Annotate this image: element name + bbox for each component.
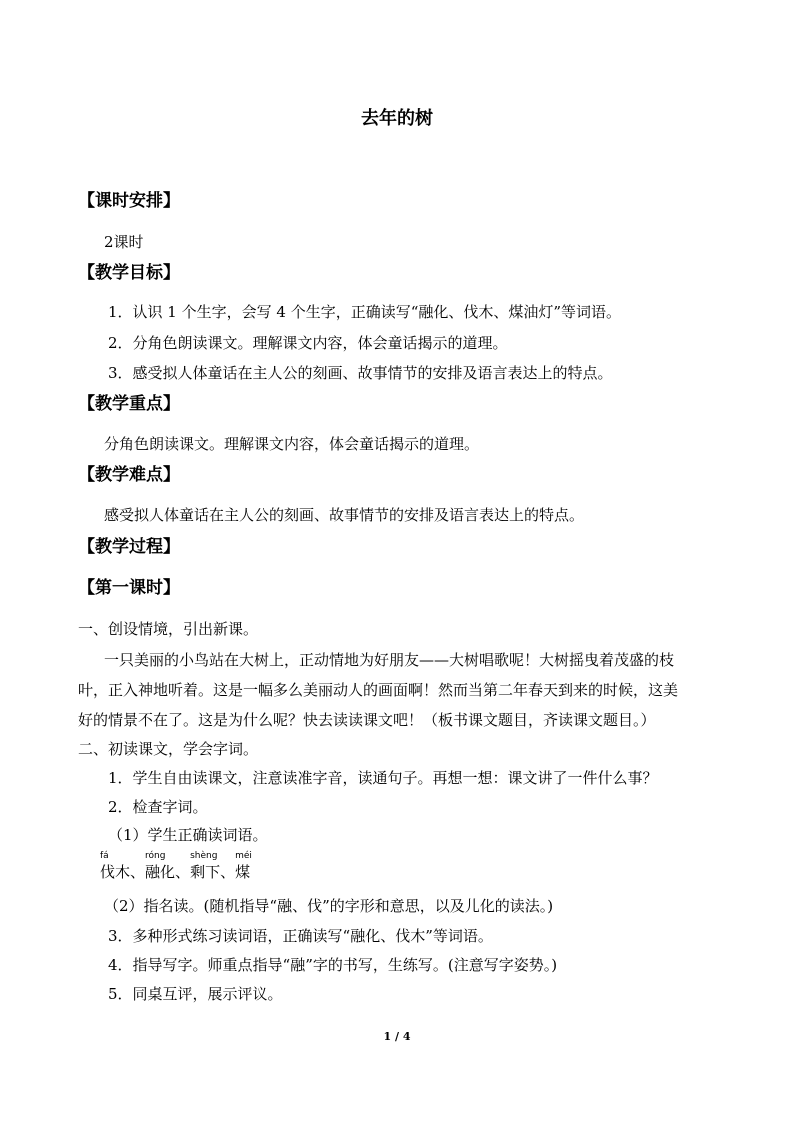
step-item: 1．学生自由读课文，注意读准字音，读通句子。再想一想：课文讲了一件什么事？: [108, 769, 658, 787]
step-item: 4．指导写字。师重点指导“融”字的书写，生练写。(注意写字姿势。): [108, 956, 558, 974]
pinyin-annotation: shèng: [190, 851, 218, 861]
word-rest: 下、: [205, 863, 236, 881]
pinyin-annotation: méi: [235, 851, 252, 861]
section2-heading: 二、初读课文，学会字词。: [78, 740, 259, 758]
pinyin-word: [145, 851, 191, 882]
annotated-char: 剩: [190, 863, 206, 881]
goal-item: 1．认识 1 个生字，会写 4 个生字，正确读写“融化、伐木、煤油灯”等词语。: [108, 303, 622, 321]
heading-goals: 【教学目标】: [78, 263, 180, 283]
pinyin-annotation: fá: [100, 851, 109, 861]
heading-process: 【教学过程】: [78, 537, 180, 557]
step-item: 5．同桌互评，展示评议。: [108, 985, 283, 1003]
heading-difficulty: 【教学难点】: [78, 465, 180, 485]
word-rest: 木、: [115, 863, 146, 881]
goal-item: 2．分角色朗读课文。理解课文内容，体会童话揭示的道理。: [108, 334, 508, 352]
paragraph-line: 好的情景不在了。这是为什么呢？快去读读课文吧！（板书课文题目，齐读课文题目。）: [78, 711, 656, 729]
annotated-char: 融: [145, 863, 161, 881]
step-item: 3．多种形式练习读词语，正确读写“融化、伐木”等词语。: [108, 927, 493, 945]
substep-item: （1）学生正确读词语。: [108, 826, 268, 844]
annotated-char: 煤: [235, 863, 251, 881]
key-text: 分角色朗读课文。理解课文内容，体会童话揭示的道理。: [104, 435, 480, 453]
heading-key: 【教学重点】: [78, 394, 180, 414]
annotated-char: 伐: [100, 863, 116, 881]
pinyin-annotation: róng: [145, 851, 166, 861]
schedule-text: 2课时: [104, 233, 144, 251]
section1-heading: 一、创设情境，引出新课。: [78, 620, 259, 638]
pinyin-word-list: [100, 851, 252, 884]
substep-item: （2）指名读。(随机指导“融、伐”的字形和意思，以及儿化的读法。): [104, 897, 554, 915]
page-number: 1 / 4: [383, 1030, 411, 1043]
document-title: 去年的树: [361, 108, 433, 129]
step-item: 2．检查字词。: [108, 798, 208, 816]
goal-item: 3．感受拟人体童话在主人公的刻画、故事情节的安排及语言表达上的特点。: [108, 364, 613, 382]
pinyin-word: [100, 851, 146, 882]
heading-schedule: 【课时安排】: [78, 191, 180, 211]
word-rest: 化、: [160, 863, 191, 881]
pinyin-word: [190, 851, 236, 882]
heading-lesson1: 【第一课时】: [78, 578, 180, 598]
paragraph-line: 一只美丽的小鸟站在大树上，正动情地为好朋友——大树唱歌呢！大树摇曳着茂盛的枝: [104, 651, 675, 669]
difficulty-text: 感受拟人体童话在主人公的刻画、故事情节的安排及语言表达上的特点。: [104, 506, 585, 524]
paragraph-line: 叶，正入神地听着。这是一幅多么美丽动人的画面啊！然而当第二年春天到来的时候，这美: [78, 681, 679, 699]
pinyin-word: [235, 851, 252, 882]
